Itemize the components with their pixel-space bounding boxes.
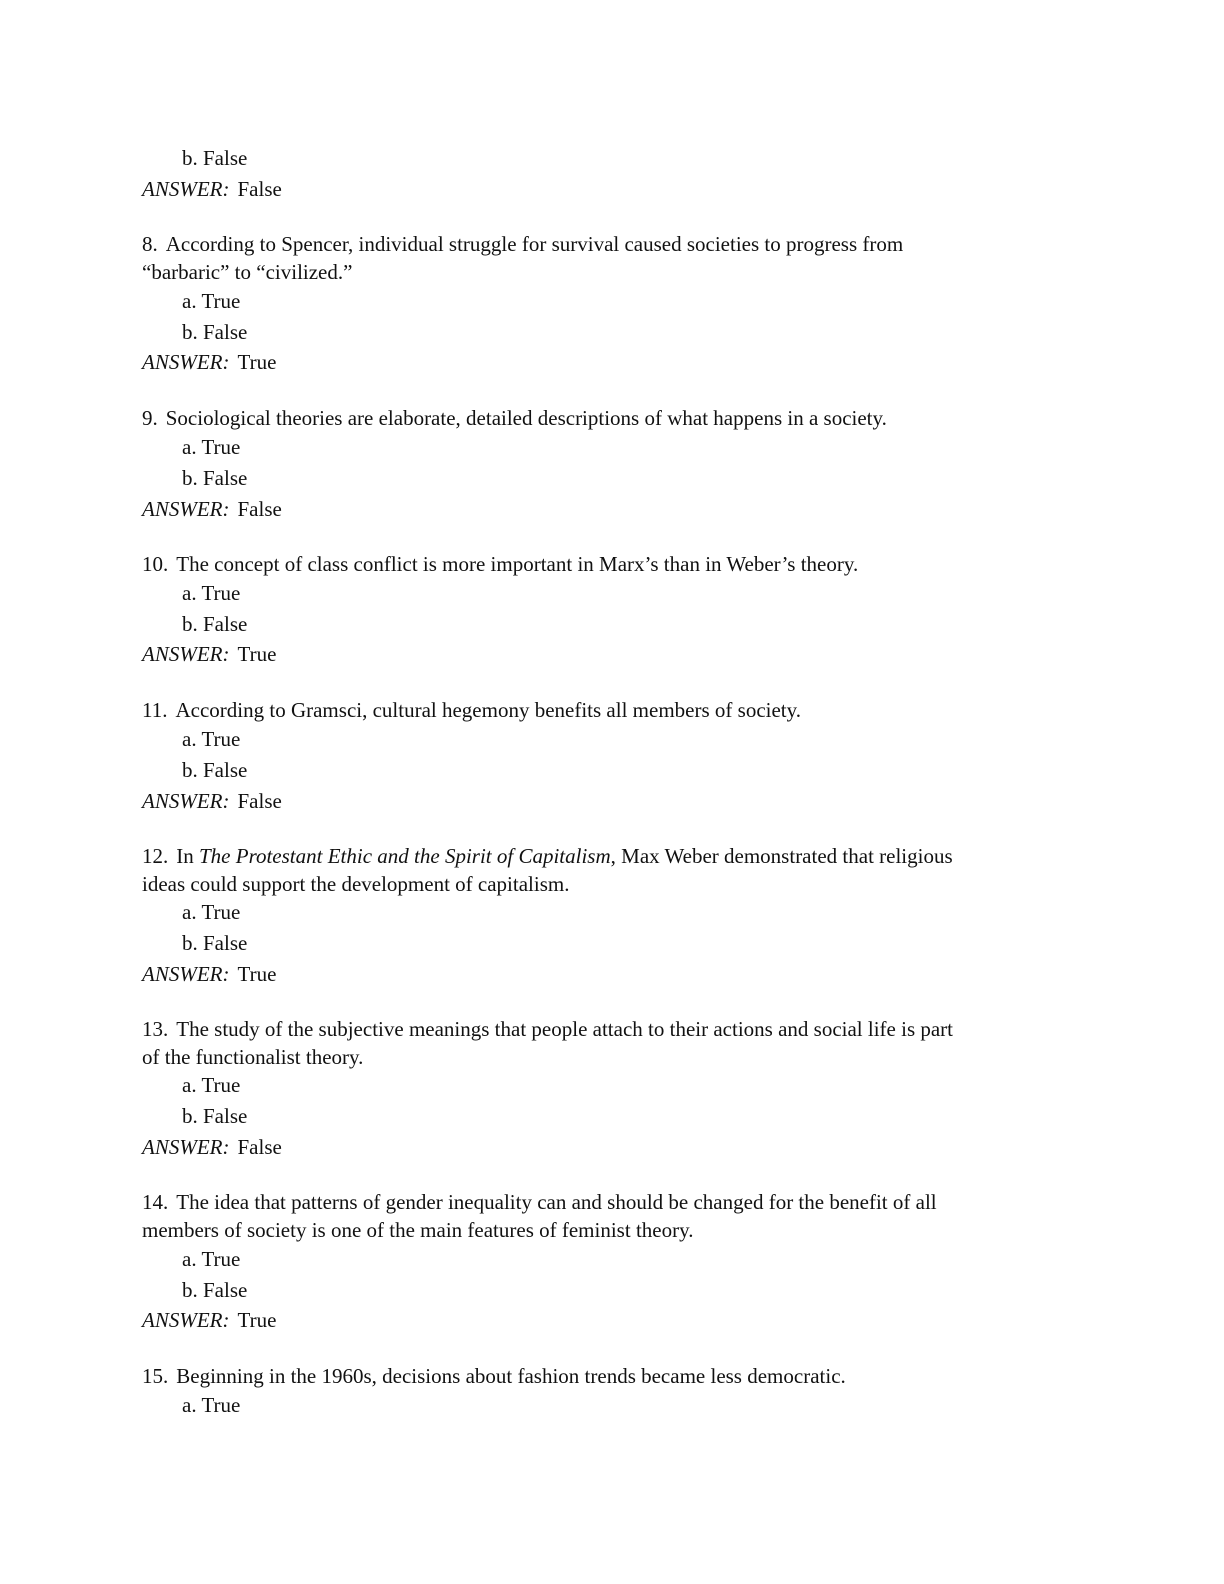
answer-label: ANSWER: bbox=[142, 177, 230, 201]
question-number: 10. bbox=[142, 552, 169, 576]
question-text bbox=[142, 1188, 1072, 1216]
question-text-post: , Max Weber demonstrated that religious bbox=[610, 844, 953, 868]
answer-value: True bbox=[237, 642, 277, 666]
question-text bbox=[142, 404, 1072, 432]
question-number: 13. bbox=[142, 1017, 169, 1041]
option-b: b. False bbox=[182, 1278, 248, 1302]
question-number: 8. bbox=[142, 232, 158, 256]
question-text-pre: In bbox=[176, 844, 199, 868]
question-number: 12. bbox=[142, 844, 169, 868]
answer-line bbox=[142, 348, 1072, 376]
question-text bbox=[142, 1015, 1072, 1043]
question-text-line: The idea that patterns of gender inequality can and should be changed for the benefit of all bbox=[176, 1190, 937, 1214]
question-text-line: “barbaric” to “civilized.” bbox=[142, 260, 353, 284]
answer-label: ANSWER: bbox=[142, 350, 230, 374]
option-b: b. False bbox=[182, 466, 248, 490]
answer-label: ANSWER: bbox=[142, 789, 230, 813]
question-text bbox=[142, 550, 1072, 578]
answer-label: ANSWER: bbox=[142, 962, 230, 986]
answer-line bbox=[142, 175, 1072, 203]
answer-line bbox=[142, 787, 1072, 815]
option-b: b. False bbox=[182, 320, 248, 344]
option-a: a. True bbox=[182, 1247, 241, 1271]
question-text-line: Sociological theories are elaborate, detailed descriptions of what happens in a society. bbox=[165, 406, 887, 430]
answer-value: False bbox=[237, 497, 282, 521]
answer-label: ANSWER: bbox=[142, 642, 230, 666]
question-text-line: Beginning in the 1960s, decisions about fashion trends became less democratic. bbox=[176, 1364, 846, 1388]
answer-value: False bbox=[237, 789, 282, 813]
option-b: b. False bbox=[182, 758, 248, 782]
answer-label: ANSWER: bbox=[142, 1308, 230, 1332]
option-b: b. False bbox=[182, 931, 248, 955]
question-number: 9. bbox=[142, 406, 158, 430]
question-text-line: members of society is one of the main features of feminist theory. bbox=[142, 1218, 694, 1242]
option-a: a. True bbox=[182, 435, 241, 459]
answer-label: ANSWER: bbox=[142, 1135, 230, 1159]
question-text-line: of the functionalist theory. bbox=[142, 1045, 364, 1069]
answer-value: True bbox=[237, 350, 277, 374]
option-a: a. True bbox=[182, 1393, 241, 1417]
answer-value: False bbox=[237, 1135, 282, 1159]
option-a: a. True bbox=[182, 289, 241, 313]
answer-line bbox=[142, 495, 1072, 523]
answer-line bbox=[142, 640, 1072, 668]
answer-line bbox=[142, 1133, 1072, 1161]
question-text bbox=[142, 696, 1072, 724]
answer-label: ANSWER: bbox=[142, 497, 230, 521]
question-text-line: According to Spencer, individual struggle for survival caused societies to progress from bbox=[165, 232, 904, 256]
option-b: b. False bbox=[182, 146, 248, 170]
answer-value: True bbox=[237, 962, 277, 986]
option-b: b. False bbox=[182, 612, 248, 636]
option-a: a. True bbox=[182, 900, 241, 924]
answer-line bbox=[142, 960, 1072, 988]
book-title: The Protestant Ethic and the Spirit of Capitalism bbox=[199, 844, 611, 868]
question-text-line: ideas could support the development of capitalism. bbox=[142, 872, 570, 896]
question-text-line: The study of the subjective meanings that people attach to their actions and social life is part bbox=[176, 1017, 954, 1041]
question-text bbox=[142, 230, 1072, 258]
question-text bbox=[142, 1362, 1072, 1390]
question-number: 14. bbox=[142, 1190, 169, 1214]
question-number: 15. bbox=[142, 1364, 169, 1388]
option-a: a. True bbox=[182, 1073, 241, 1097]
option-a: a. True bbox=[182, 581, 241, 605]
answer-value: True bbox=[237, 1308, 277, 1332]
question-text-line: According to Gramsci, cultural hegemony benefits all members of society. bbox=[175, 698, 802, 722]
question-text-line: The concept of class conflict is more important in Marx’s than in Weber’s theory. bbox=[176, 552, 859, 576]
question-number: 11. bbox=[142, 698, 168, 722]
question-text bbox=[142, 842, 1072, 870]
option-b: b. False bbox=[182, 1104, 248, 1128]
option-a: a. True bbox=[182, 727, 241, 751]
answer-line bbox=[142, 1306, 1072, 1334]
answer-value: False bbox=[237, 177, 282, 201]
